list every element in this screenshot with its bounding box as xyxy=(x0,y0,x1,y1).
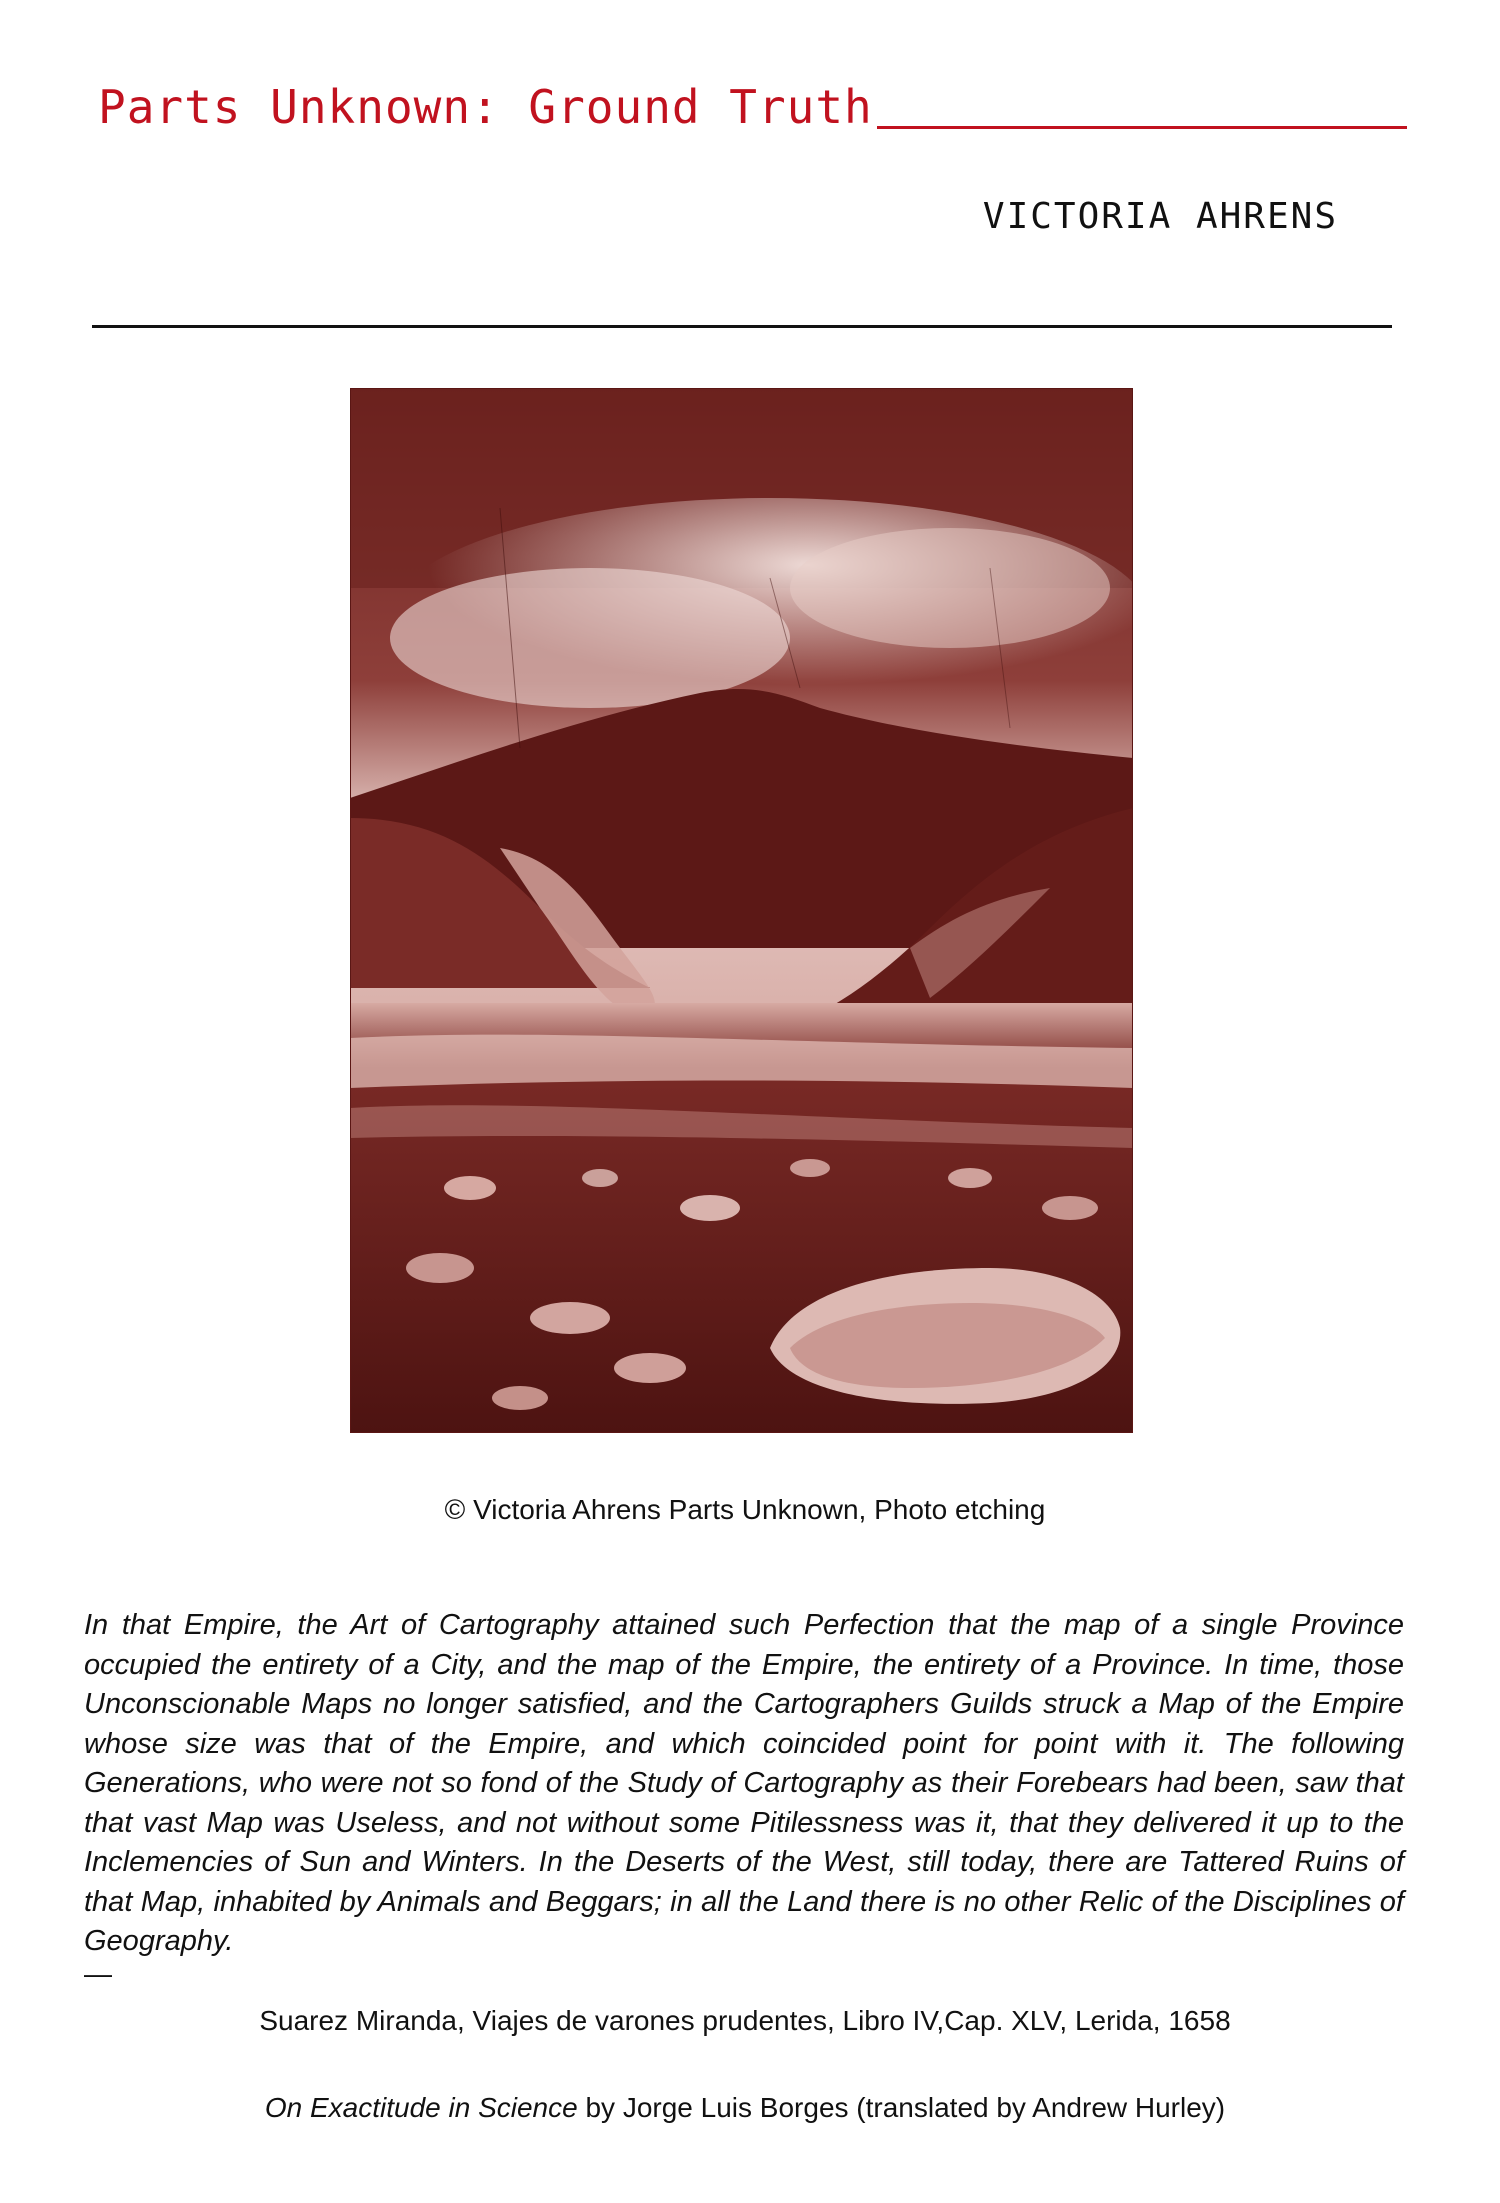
page-title-text: Parts Unknown: Ground Truth xyxy=(98,80,873,134)
figure-caption: © Victoria Ahrens Parts Unknown, Photo etching xyxy=(444,1494,1046,1525)
title-underline xyxy=(877,126,1407,129)
author-name: VICTORIA AHRENS xyxy=(982,196,1338,237)
header-divider xyxy=(92,325,1392,328)
work-byline: by Jorge Luis Borges (translated by Andrew Hurley) xyxy=(577,2092,1226,2123)
work-title: On Exactitude in Science xyxy=(264,2092,578,2123)
borges-quote: In that Empire, the Art of Cartography attained such Perfection that the map of a single Province occupied the entirety of a City, and the map of the Empire, the entirety of a Province. In time, those Unconscionable Maps no longer satisfied, and the Cartographers Guilds struck a Map of the Empire whose size was that of the Empire, and which coincided point for point with it. The following Generations, who were not so fond of the Study of Cartography as their Forebears had been, saw that that vast Map was Useless, and not without some Pitilessness was it, that they delivered it up to the Inclemencies of Sun and Winters. In the Deserts of the West, still today, there are Tattered Ruins of that Map, inhabited by Animals and Beggars; in all the Land there is no other Relic of the Disciplines of Geography. xyxy=(84,1609,1404,1957)
mountain-photo-etching xyxy=(350,388,1133,1433)
quote-dash: — xyxy=(84,1958,112,1989)
page-title xyxy=(98,80,1407,134)
quote-source: Suarez Miranda, Viajes de varones prudentes, Libro IV,Cap. XLV, Lerida, 1658 xyxy=(259,2005,1231,2036)
work-credit xyxy=(0,2092,1490,2124)
